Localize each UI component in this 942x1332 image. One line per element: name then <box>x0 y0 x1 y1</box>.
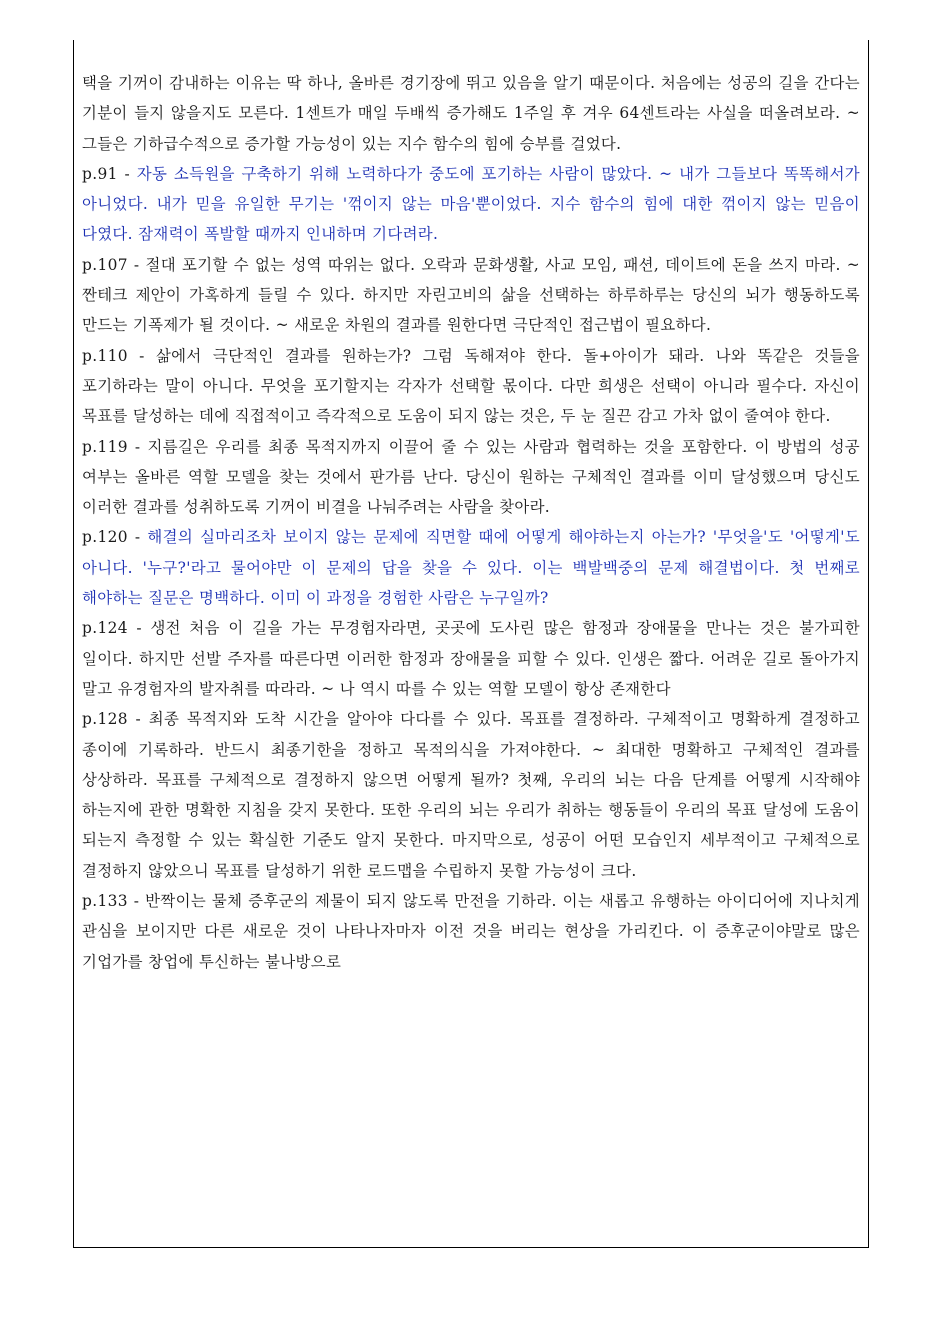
paragraph-text: 자동 소득원을 구축하기 위해 노력하다가 중도에 포기하는 사람이 많았다. ~ 내가 그들보다 똑똑해서가 아니었다. 내가 믿을 유일한 무기는 '꺾이지 않는 마음'뿐이었다. 지수 함수의 힘에 대한 꺾이지 않는 믿음이 다였다. 잠재력이 폭발할 때까지 인내하며 기다려라. <box>82 164 861 244</box>
page-ref: p.110 - <box>82 346 156 365</box>
paragraph-p128 <box>82 704 860 886</box>
paragraph-text: 삶에서 극단적인 결과를 원하는가? 그럼 독해져야 한다. 돌+아이가 돼라. 나와 똑같은 것들을 포기하라는 말이 아니다. 무엇을 포기할지는 각자가 선택할 몫이다. 다만 희생은 선택이 아니라 필수다. 자신이 목표를 달성하는 데에 직접적이고 즉각적으로 도움이 되지 않는 것은, 두 눈 질끈 감고 가차 없이 줄여야 한다. <box>82 346 860 426</box>
paragraph-text: 절대 포기할 수 없는 성역 따위는 없다. 오락과 문화생활, 사교 모임, 패션, 데이트에 돈을 쓰지 마라. ~ 짠테크 제안이 가혹하게 들릴 수 있다. 하지만 자린고비의 삶을 선택하는 하루하루는 당신의 뇌가 행동하도록 만드는 기폭제가 될 것이다. ~ 새로운 차원의 결과를 원한다면 극단적인 접근법이 필요하다. <box>82 255 861 335</box>
paragraph-p120 <box>82 522 860 613</box>
paragraph-text: 생전 처음 이 길을 가는 무경험자라면, 곳곳에 도사린 많은 함정과 장애물을 만나는 것은 불가피한 일이다. 하지만 선발 주자를 따른다면 이러한 함정과 장애물을 피할 수 있다. 인생은 짧다. 어려운 길로 돌아가지 말고 유경험자의 발자취를 따라라. ~ 나 역시 따를 수 있는 역할 모델이 항상 존재한다 <box>82 619 860 698</box>
paragraph-text: 반짝이는 물체 증후군의 제물이 되지 않도록 만전을 기하라. 이는 새롭고 유행하는 아이디어에 지나치게 관심을 보이지만 다른 새로운 것이 나타나자마자 이전 것을 버리는 현상을 가리킨다. 이 증후군이야말로 많은 기업가를 창업에 투신하는 불나방으로 <box>82 892 861 971</box>
paragraph-continued <box>82 68 860 159</box>
page-ref: p.91 - <box>82 164 137 183</box>
paragraph-text: 해결의 실마리조차 보이지 않는 문제에 직면할 때에 어떻게 해야하는지 아는가? '무엇을'도 '어떻게'도 아니다. '누구?'라고 물어야만 이 문제의 답을 찾을 수 있다. 이는 백발백중의 문제 해결법이다. 첫 번째로 해야하는 질문은 명백하다. 이미 이 과정을 경험한 사람은 누구일까? <box>82 528 860 608</box>
page-ref: p.128 - <box>82 710 149 729</box>
page-ref: p.107 - <box>82 255 146 274</box>
paragraph-p133 <box>82 886 860 977</box>
paragraph-text: 지름길은 우리를 최종 목적지까지 이끌어 줄 수 있는 사람과 협력하는 것을 포함한다. 이 방법의 성공 여부는 올바른 역할 모델을 찾는 것에서 판가름 난다. 당신이 원하는 구체적인 결과를 이미 달성했으며 당신도 이러한 결과를 성취하도록 기꺼이 비결을 나눠주려는 사람을 찾아라. <box>82 437 861 517</box>
paragraph-p107 <box>82 250 860 341</box>
page-ref: p.124 - <box>82 619 151 638</box>
paragraph-text: 최종 목적지와 도착 시간을 알아야 다다를 수 있다. 목표를 결정하라. 구체적이고 명확하게 결정하고 종이에 기록하라. 반드시 최종기한을 정하고 목적의식을 가져야한다. ~ 최대한 명확하고 구체적인 결과를 상상하라. 목표를 구체적으로 결정하지 않으면 어떻게 될까? 첫째, 우리의 뇌는 다음 단계를 어떻게 시작해야 하는지에 관한 명확한 지침을 갖지 못한다. 또한 우리의 뇌는 우리가 취하는 행동들이 우리의 목표 달성에 도움이 되는지 측정할 수 있는 확실한 기준도 알지 못한다. 마지막으로, 성공이 어떤 모습인지 세부적이고 구체적으로 결정하지 않았으니 목표를 달성하기 위한 로드맵을 수립하지 못할 가능성이 크다. <box>82 710 860 880</box>
paragraph-p119 <box>82 432 860 523</box>
page-ref: p.133 - <box>82 892 146 911</box>
page-ref: p.119 - <box>82 437 148 456</box>
paragraph-p91 <box>82 159 860 250</box>
paragraph-p124 <box>82 613 860 704</box>
document-page <box>73 40 869 1248</box>
paragraph-p110 <box>82 341 860 432</box>
page-ref: p.120 - <box>82 528 148 547</box>
paragraph-text: 택을 기꺼이 감내하는 이유는 딱 하나, 올바른 경기장에 뛰고 있음을 알기 때문이다. 처음에는 성공의 길을 간다는 기분이 들지 않을지도 모른다. 1센트가 매일 두배씩 증가해도 1주일 후 겨우 64센트라는 사실을 떠올려보라. ~ 그들은 기하급수적으로 증가할 가능성이 있는 지수 함수의 힘에 승부를 걸었다. <box>82 74 860 153</box>
